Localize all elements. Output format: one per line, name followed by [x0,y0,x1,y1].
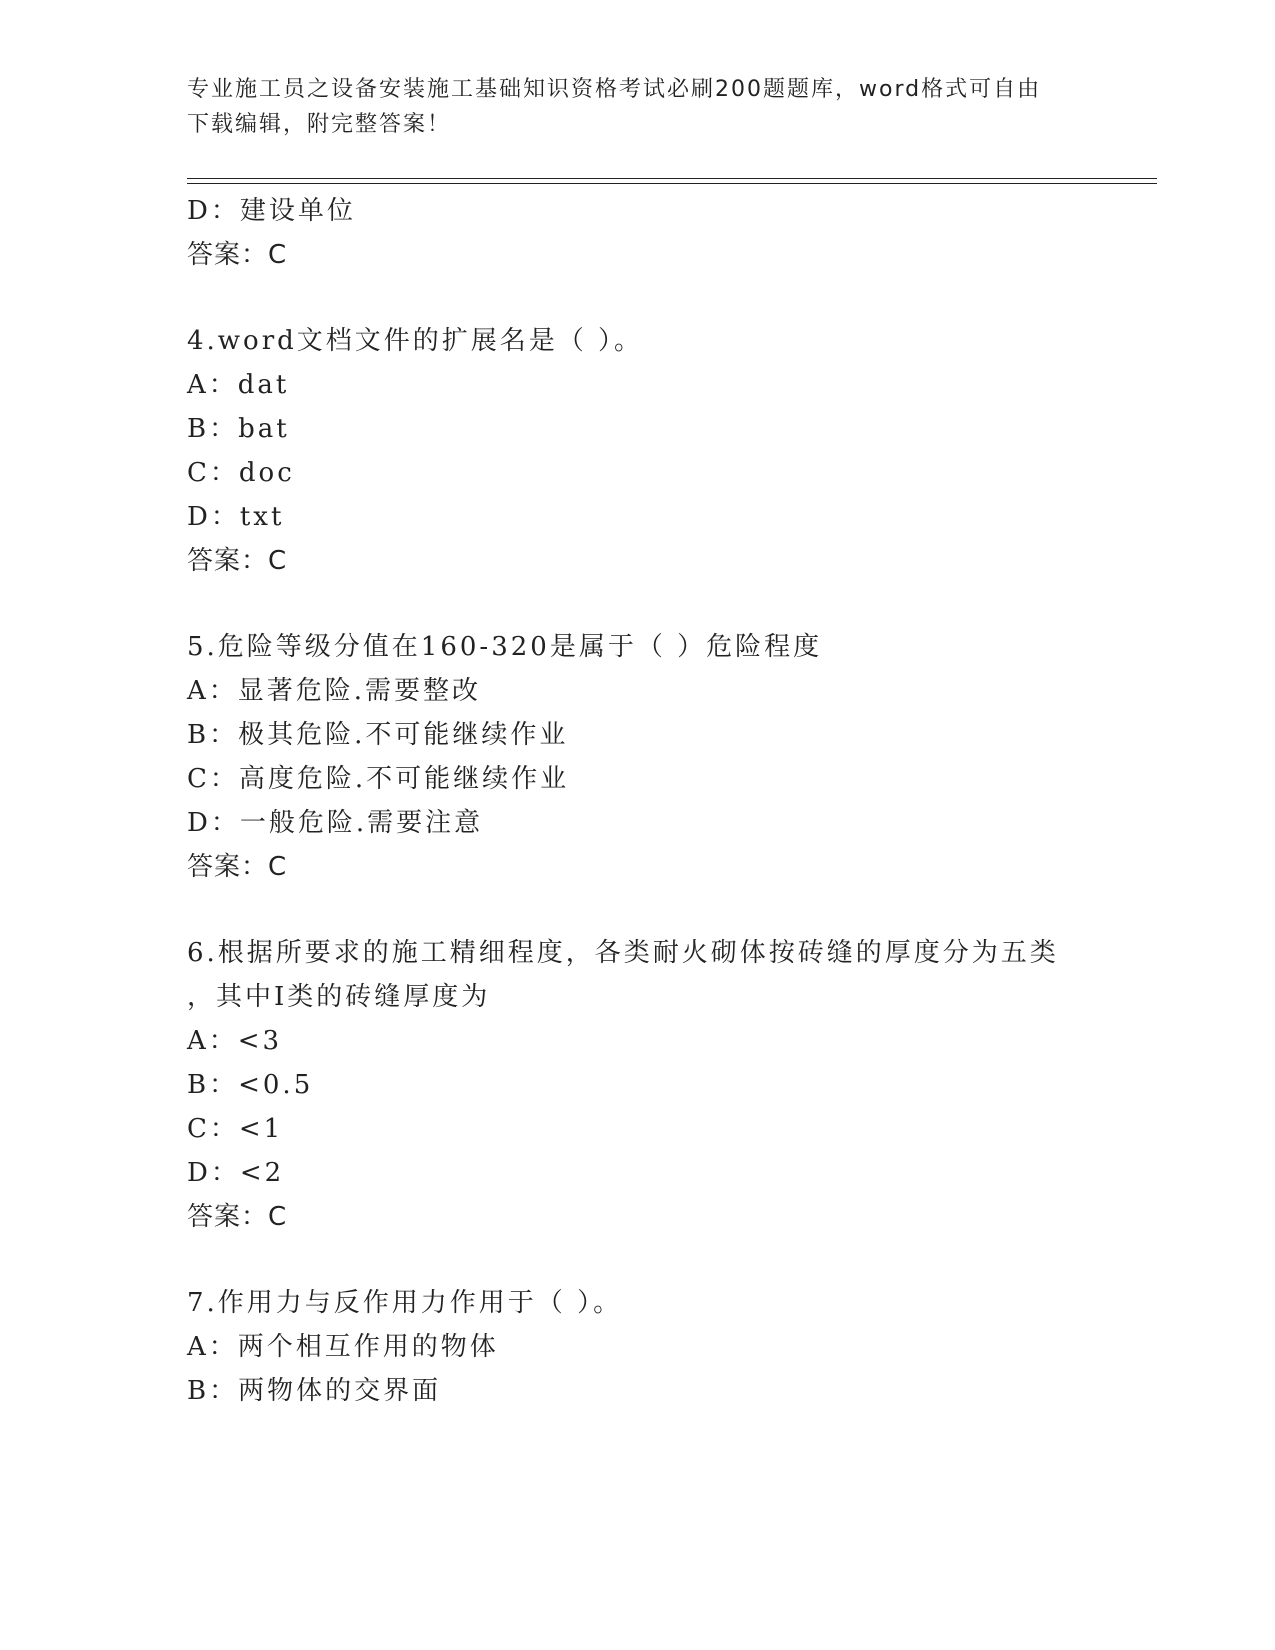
question-stem: 6.根据所要求的施工精细程度，各类耐火砌体按砖缝的厚度分为五类 [187,938,1059,968]
option-b: B：两物体的交界面 [187,1376,442,1406]
option-c: C：<1 [187,1114,284,1144]
answer-line: 答案：C [187,852,288,882]
question-stem-continued: ，其中I类的砖缝厚度为 [187,982,491,1012]
option-b: B：<0.5 [187,1070,314,1100]
option-a: A：dat [187,370,290,400]
option-a: A：显著危险.需要整改 [187,676,482,706]
answer-line: 答案：C [187,546,288,576]
option-d: D：一般危险.需要注意 [187,808,484,838]
option-b: B：极其危险.不可能继续作业 [187,720,569,750]
header-line-1: 专业施工员之设备安装施工基础知识资格考试必刷200题题库，word格式可自由 [187,77,1042,102]
option-d: D：txt [187,502,285,532]
question-stem: 7.作用力与反作用力作用于（ ）。 [187,1288,623,1318]
option-d: D：<2 [187,1158,285,1188]
answer-line: 答案：C [187,240,288,270]
option-a: A：两个相互作用的物体 [187,1332,499,1362]
question-stem: 4.word文档文件的扩展名是（ ）。 [187,326,644,356]
option-a: A：<3 [187,1026,283,1056]
header-line-2: 下载编辑，附完整答案！ [187,112,452,137]
document-header [187,72,1087,142]
header-divider-bottom [187,183,1157,184]
answer-line: 答案：C [187,1202,288,1232]
option-d: D：建设单位 [187,196,356,226]
question-stem: 5.危险等级分值在160-320是属于（ ）危险程度 [187,632,823,662]
option-c: C：doc [187,458,295,488]
option-b: B：bat [187,414,290,444]
header-divider-top [187,178,1157,179]
option-c: C：高度危险.不可能继续作业 [187,764,570,794]
